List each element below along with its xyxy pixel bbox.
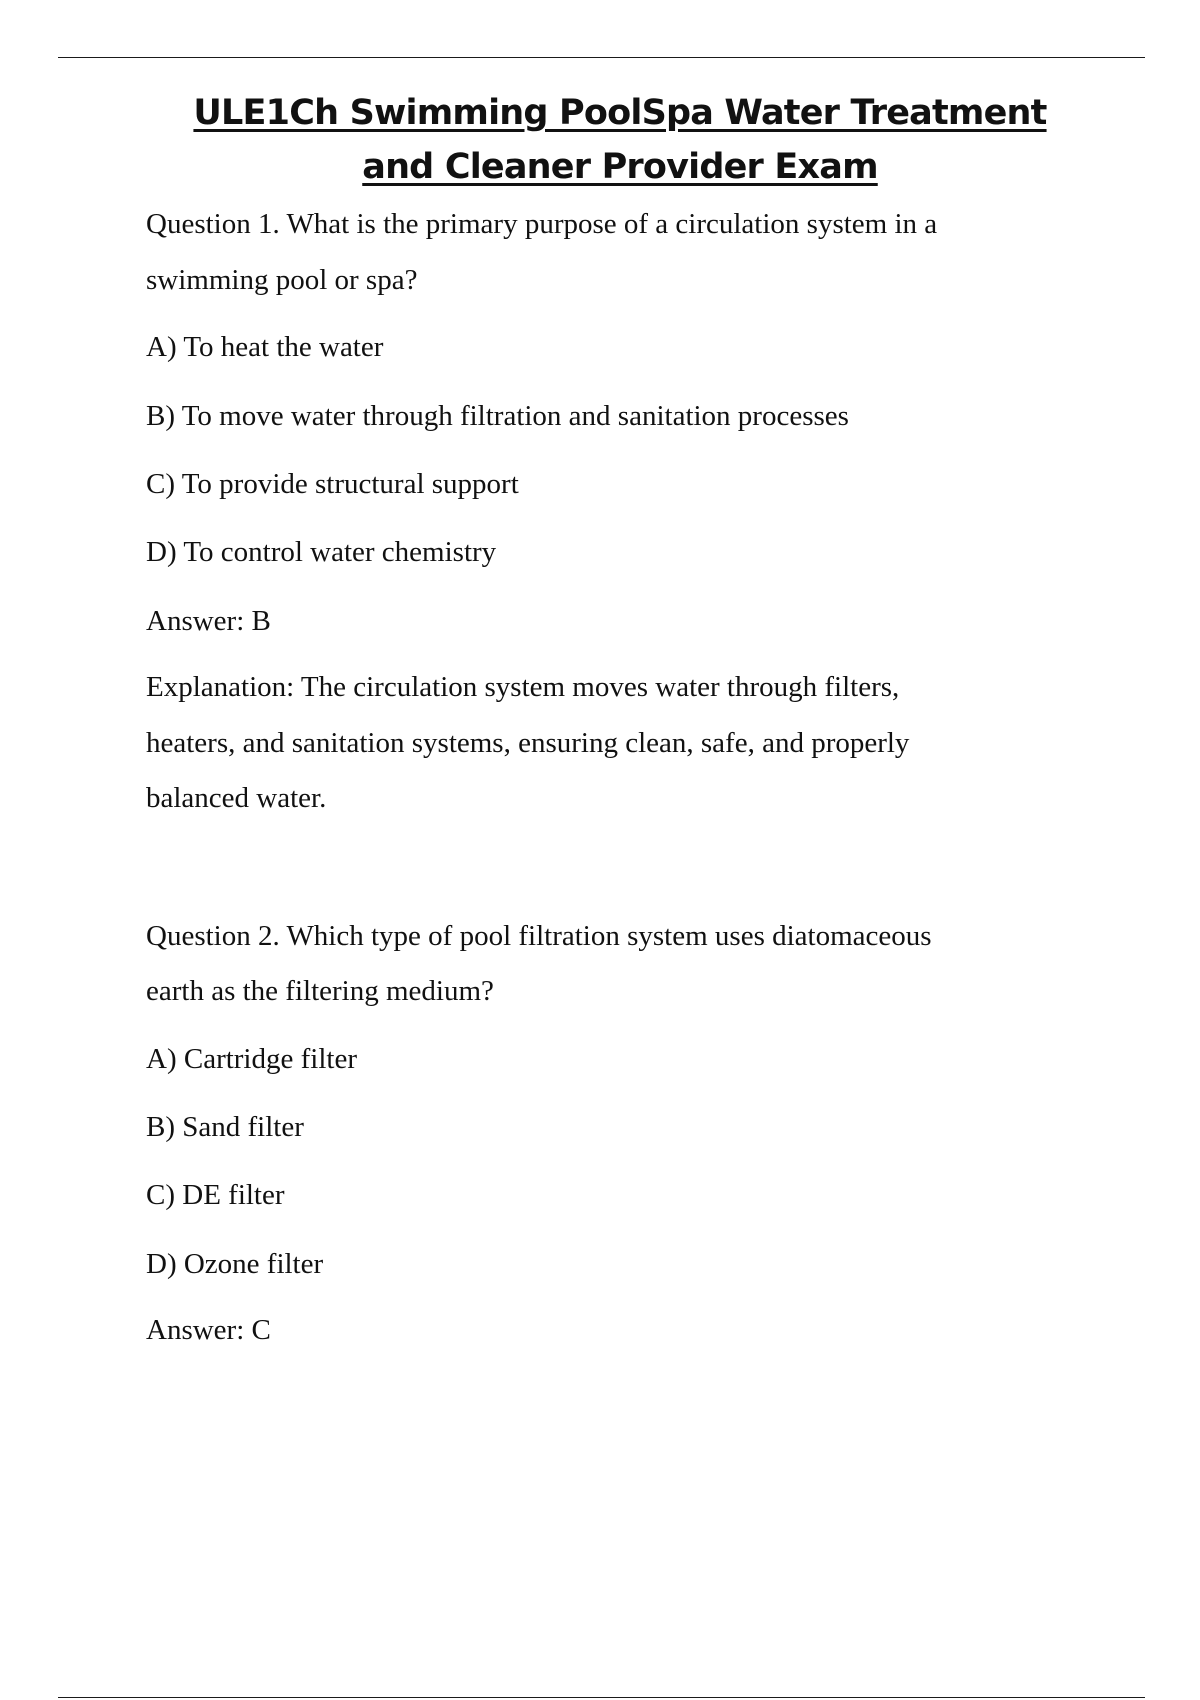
question-2-text-line-2: earth as the filtering medium? — [146, 975, 494, 1007]
question-2-option-d: D) Ozone filter — [146, 1248, 324, 1280]
question-1-option-a: A) To heat the water — [146, 331, 384, 363]
question-2-option-c: C) DE filter — [146, 1179, 285, 1211]
document-title — [100, 86, 1140, 194]
question-1-text-line-1: Question 1. What is the primary purpose of a circulation system in a — [146, 208, 938, 240]
question-2-answer: Answer: C — [146, 1314, 271, 1346]
question-1-option-c: C) To provide structural support — [146, 468, 519, 500]
question-1-option-b: B) To move water through filtration and sanitation processes — [146, 400, 849, 432]
title-line-2: and Cleaner Provider Exam — [362, 147, 878, 187]
title-line-1: ULE1Ch Swimming PoolSpa Water Treatment — [193, 93, 1047, 133]
question-1-explanation-line-1: Explanation: The circulation system moves water through filters, — [146, 671, 900, 703]
bottom-rule — [58, 1697, 1145, 1698]
question-1-option-d: D) To control water chemistry — [146, 536, 497, 568]
question-1-explanation-line-2: heaters, and sanitation systems, ensuring clean, safe, and properly — [146, 727, 910, 759]
question-1-answer: Answer: B — [146, 605, 271, 637]
question-1-explanation-line-3: balanced water. — [146, 782, 327, 814]
question-2-option-b: B) Sand filter — [146, 1111, 304, 1143]
top-rule — [58, 57, 1145, 58]
question-2-text-line-1: Question 2. Which type of pool filtration system uses diatomaceous — [146, 920, 932, 952]
question-2-option-a: A) Cartridge filter — [146, 1043, 357, 1075]
question-1-text-line-2: swimming pool or spa? — [146, 264, 418, 296]
